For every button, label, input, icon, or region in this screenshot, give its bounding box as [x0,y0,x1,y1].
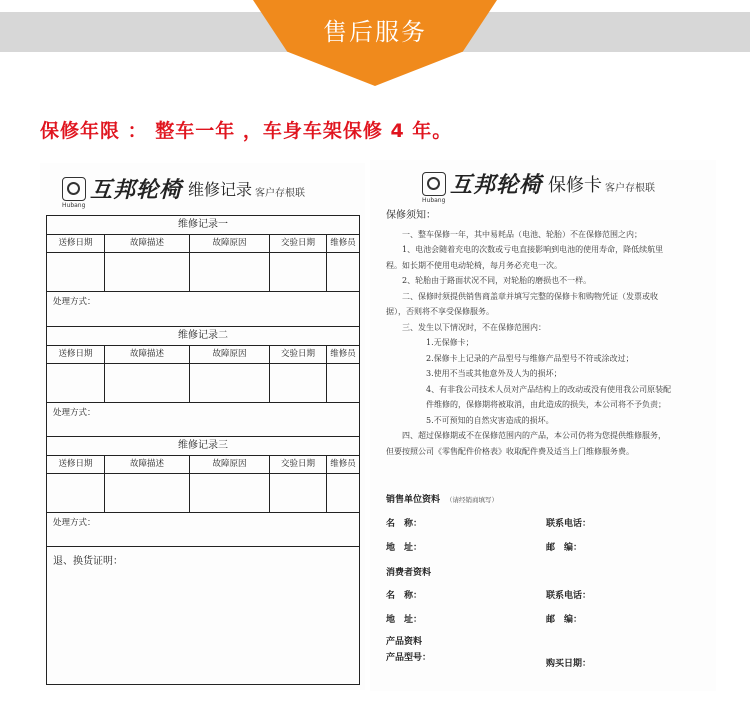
repair-record-3 [47,436,359,549]
consumer-phone-label: 联系电话： [546,591,592,601]
handling-method-label: 处理方式： [53,518,96,528]
notes-line: 2、轮胎由于路面状况不同，对轮胎的磨损也不一样。 [402,276,592,285]
hubang-logo-icon [422,172,446,196]
notes-line: 2.保修卡上记录的产品型号与维修产品型号不符或涂改过； [426,353,634,363]
column-check-date: 交验日期 [270,456,327,473]
cell-technician [327,364,359,402]
column-fault-description: 故障描述 [105,456,190,473]
column-check-date: 交验日期 [270,346,327,363]
document-subtitle: 客户存根联 [605,182,656,194]
logo-subtext: Hubang [62,201,86,209]
notes-line: 1、电池会随着充电的次数或亏电直接影响到电池的使用寿命，降低续航里 [402,245,664,254]
cell-send-date [47,253,105,291]
column-technician: 维修员 [330,238,356,248]
handling-method-label: 处理方式： [53,408,96,418]
record-title: 维修记录三 [47,436,359,456]
record-title: 维修记录二 [47,326,359,346]
column-technician: 维修员 [330,459,356,469]
dealer-heading-text: 销售单位资料 [386,495,441,505]
column-fault-description: 故障描述 [105,346,190,363]
return-exchange-label: 退、换货证明： [53,556,123,567]
column-send-date: 送修日期 [47,456,105,473]
cell-fault-cause [190,474,270,512]
notes-line: 二、保修时须提供销售商盖章并填写完整的保修卡和购物凭证（发票或收 [402,291,658,301]
dealer-heading [386,492,498,505]
column-send-date: 送修日期 [47,346,105,363]
notes-line: 4、有非我公司技术人员对产品结构上的改动或没有使用我公司原装配 [426,384,672,394]
notes-line: 四、超过保修期或不在保修范围内的产品，本公司仍将为您提供维修服务， [402,431,666,440]
brand-name: 互邦轮椅 [450,173,543,198]
record-columns [47,346,359,364]
header-banner [0,0,750,86]
warranty-notes [386,208,714,459]
dealer-hint: （请经销商填写） [446,496,499,504]
handling-method-label: 处理方式： [53,297,96,307]
repair-record-card [40,163,365,690]
banner-title: 售后服务 [323,18,427,46]
warranty-card-header [422,168,656,204]
repair-record-2 [47,326,359,439]
purchase-date-label: 购买日期： [546,659,592,669]
record-cells [47,474,359,513]
cell-technician [327,253,359,291]
document-title: 保修卡 [548,174,603,196]
notes-line: 5.不可预知的自然灾害造成的损坏。 [426,415,554,425]
notes-heading: 保修须知： [386,210,436,221]
cell-check-date [270,364,327,402]
notes-line: 据），否则将不享受保修服务。 [386,307,494,316]
notes-line: 1.无保修卡； [426,338,474,347]
record-cells [47,364,359,403]
consumer-address-label: 地 址： [386,615,423,625]
dealer-postcode-label: 邮 编： [546,543,583,553]
notes-line: 但要按照公司《零售配件价格表》收取配件费及适当上门维修服务费。 [386,446,634,456]
notes-line: 一、整车保修一年，其中易耗品（电池、轮胎）不在保修范围之内； [402,229,642,239]
column-fault-cause: 故障原因 [190,235,270,252]
cell-fault-description [105,364,190,402]
warranty-card [370,160,716,691]
cell-check-date [270,474,327,512]
cell-fault-cause [190,364,270,402]
notes-line: 3.使用不当或其他意外及人为的损坏； [426,369,562,378]
cell-check-date [270,253,327,291]
record-columns [47,235,359,253]
dealer-name-label: 名 称： [386,519,423,529]
consumer-heading: 消费者资料 [386,568,432,578]
column-check-date: 交验日期 [270,235,327,252]
document-title: 维修记录 [188,180,253,199]
record-title: 维修记录一 [47,216,359,235]
column-send-date: 送修日期 [47,235,105,252]
column-fault-description: 故障描述 [105,235,190,252]
column-technician: 维修员 [330,349,356,359]
notes-line: 件维修的，保修期将被取消，由此造成的损失，本公司将不予负责； [426,400,666,409]
warranty-policy: 保修年限 ： 整车一年 ，车身车架保修 4 年。 [40,120,453,142]
document-subtitle: 客户存根联 [255,187,306,199]
cell-send-date [47,474,105,512]
consumer-postcode-label: 邮 编： [546,615,583,625]
repair-record-header [62,173,306,209]
record-cells [47,253,359,292]
repair-record-1 [47,216,359,328]
cell-fault-description [105,253,190,291]
product-heading: 产品资料 [386,637,423,647]
notes-line: 程。如长期不使用电动轮椅，每月务必充电一次。 [386,260,562,270]
return-divider [47,546,359,547]
record-columns [47,456,359,474]
brand-name: 互邦轮椅 [90,178,183,203]
cell-technician [327,474,359,512]
repair-form [46,215,360,685]
notes-line: 三、发生以下情况时，不在保修范围内： [402,322,546,332]
product-model-label: 产品型号： [386,653,432,663]
column-fault-cause: 故障原因 [190,456,270,473]
dealer-address-label: 地 址： [386,543,423,553]
logo-subtext: Hubang [422,196,446,204]
dealer-phone-label: 联系电话： [546,519,592,529]
hubang-logo-icon [62,177,86,201]
column-fault-cause: 故障原因 [190,346,270,363]
cell-fault-cause [190,253,270,291]
cell-send-date [47,364,105,402]
consumer-name-label: 名 称： [386,591,423,601]
cell-fault-description [105,474,190,512]
